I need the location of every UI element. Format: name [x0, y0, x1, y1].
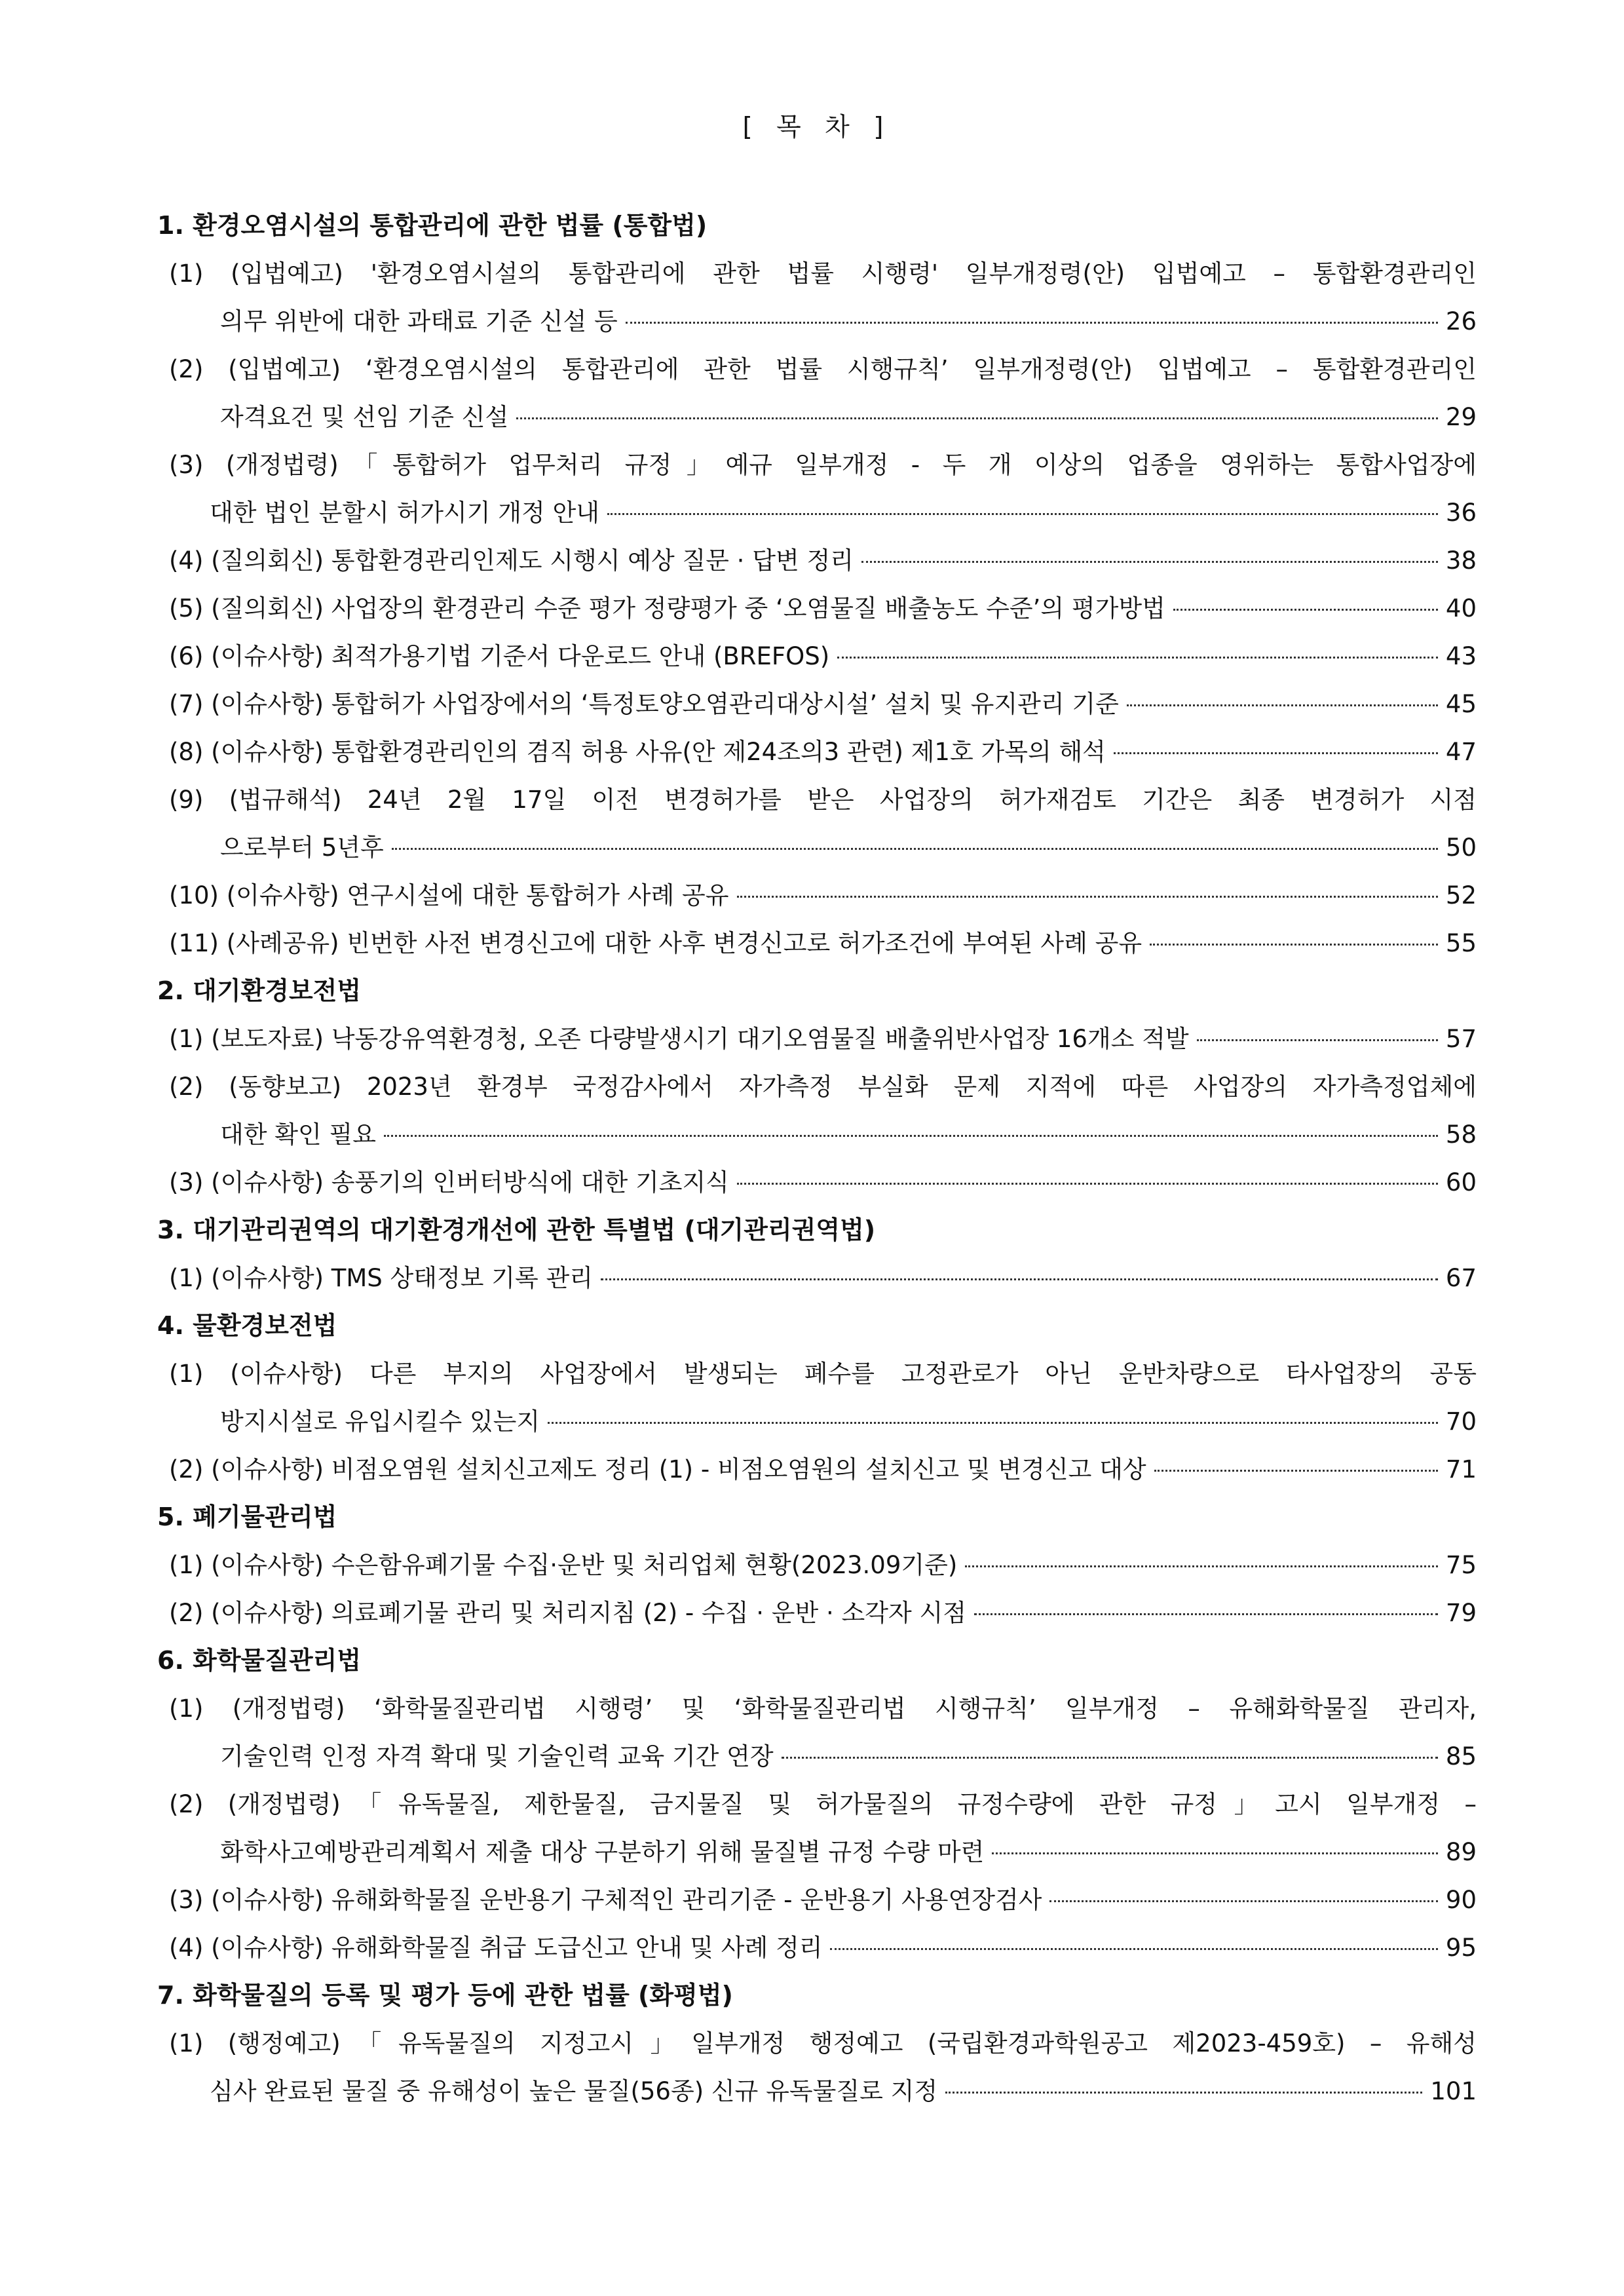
- dot-leader: [1127, 704, 1438, 706]
- dot-leader: [392, 848, 1438, 850]
- section-title: 4. 물환경보전법: [157, 1311, 337, 1340]
- dot-leader: [548, 1422, 1438, 1424]
- toc-entry-text: (8) (이슈사항) 통합환경관리인의 겸직 허용 사유(안 제24조의3 관련) 제1호 가목의 해석: [169, 738, 1106, 766]
- dot-leader: [1197, 1039, 1438, 1041]
- page-number: 47: [1445, 738, 1477, 766]
- toc-entry-text-first-line: (1) (입법예고) '환경오염시설의 통합관리에 관한 법률 시행령' 일부개정령(안) 입법예고 – 통합환경관리인: [169, 259, 1477, 288]
- toc-entry[interactable]: [157, 250, 1477, 345]
- toc-entry[interactable]: [157, 871, 1477, 919]
- toc-entry[interactable]: [157, 537, 1477, 584]
- toc-entry-text: (11) (사례공유) 빈번한 사전 변경신고에 대한 사후 변경신고로 허가조건에 부여된 사례 공유: [169, 929, 1142, 957]
- dot-leader: [945, 2092, 1422, 2094]
- dot-leader: [965, 1565, 1438, 1567]
- toc-entry[interactable]: [157, 1924, 1477, 1972]
- dot-leader: [601, 1278, 1438, 1280]
- toc-entry-text-first-line: (1) (행정예고)「유독물질의 지정고시」일부개정 행정예고 (국립환경과학원공고 제2023-459호) – 유해성: [169, 2029, 1477, 2057]
- dot-leader: [737, 1183, 1438, 1185]
- page-number: 60: [1445, 1168, 1477, 1196]
- toc-entry[interactable]: [157, 1685, 1477, 1780]
- toc-entry-text: 대한 확인 필요: [220, 1120, 376, 1149]
- dot-leader: [607, 513, 1438, 515]
- toc-entry-text-first-line: (9) (법규해석) 24년 2월 17일 이전 변경허가를 받은 사업장의 허가재검토 기간은 최종 변경허가 시점: [169, 786, 1477, 814]
- page-number: 58: [1445, 1120, 1477, 1149]
- toc-entry[interactable]: [157, 1445, 1477, 1493]
- toc-entry[interactable]: [157, 680, 1477, 728]
- dot-leader: [1114, 752, 1438, 754]
- toc-entry-text: (3) (이슈사항) 송풍기의 인버터방식에 대한 기초지식: [169, 1168, 729, 1196]
- toc-entry-text-first-line: (1) (개정법령) ‘화학물질관리법 시행령’ 및 ‘화학물질관리법 시행규칙’ 일부개정 – 유해화학물질 관리자,: [169, 1694, 1477, 1723]
- page-number: 79: [1445, 1599, 1477, 1627]
- page-number: 95: [1445, 1934, 1477, 1962]
- toc-entry[interactable]: [157, 1876, 1477, 1924]
- toc-entry-text-first-line: (3) (개정법령)「통합허가 업무처리 규정」예규 일부개정 - 두 개 이상의 업종을 영위하는 통합사업장에: [169, 451, 1477, 479]
- toc-entry[interactable]: [157, 441, 1477, 537]
- toc-entry[interactable]: [157, 1158, 1477, 1206]
- toc-entry-text: (2) (이슈사항) 비점오염원 설치신고제도 정리 (1) - 비점오염원의 설치신고 및 변경신고 대상: [169, 1455, 1146, 1483]
- toc-entry-text: 방지시설로 유입시킬수 있는지: [220, 1407, 540, 1436]
- toc-entry-text: (6) (이슈사항) 최적가용기법 기준서 다운로드 안내 (BREFOS): [169, 642, 830, 670]
- page-number: 38: [1445, 546, 1477, 575]
- toc-entry-text: 대한 법인 분할시 허가시기 개정 안내: [210, 499, 599, 527]
- toc-entry[interactable]: [157, 919, 1477, 967]
- toc-entry-text: (10) (이슈사항) 연구시설에 대한 통합허가 사례 공유: [169, 881, 729, 909]
- dot-leader: [1150, 944, 1438, 946]
- page-number: 50: [1445, 833, 1477, 862]
- dot-leader: [782, 1757, 1438, 1759]
- page-number: 55: [1445, 929, 1477, 957]
- toc-entry[interactable]: [157, 1589, 1477, 1637]
- toc-entry[interactable]: [157, 776, 1477, 871]
- section-title: 6. 화학물질관리법: [157, 1646, 362, 1675]
- page-number: 40: [1445, 594, 1477, 622]
- section-title: 5. 폐기물관리법: [157, 1502, 337, 1531]
- page-number: 57: [1445, 1025, 1477, 1053]
- section-title: 7. 화학물질의 등록 및 평가 등에 관한 법률 (화평법): [157, 1981, 733, 2010]
- dot-leader: [1049, 1900, 1437, 1902]
- toc-entry[interactable]: [157, 1015, 1477, 1063]
- page-number: 67: [1445, 1264, 1477, 1292]
- toc-entry[interactable]: [157, 728, 1477, 776]
- page-number: 43: [1445, 642, 1477, 670]
- toc-entry-text: (4) (질의회신) 통합환경관리인제도 시행시 예상 질문 · 답변 정리: [169, 546, 854, 575]
- page-number: 90: [1445, 1886, 1477, 1914]
- toc-entry[interactable]: [157, 632, 1477, 680]
- dot-leader: [737, 896, 1438, 898]
- toc-entry-text: (1) (이슈사항) 수은함유폐기물 수집·운반 및 처리업체 현황(2023.09기준): [169, 1551, 958, 1579]
- toc-entry-text: (1) (보도자료) 낙동강유역환경청, 오존 다량발생시기 대기오염물질 배출위반사업장 16개소 적발: [169, 1025, 1189, 1053]
- dot-leader: [1173, 609, 1438, 611]
- dot-leader: [830, 1948, 1437, 1950]
- toc-entry-text-first-line: (2) (동향보고) 2023년 환경부 국정감사에서 자가측정 부실화 문제 지적에 따른 사업장의 자가측정업체에: [169, 1073, 1477, 1101]
- toc-entry-text: (4) (이슈사항) 유해화학물질 취급 도급신고 안내 및 사례 정리: [169, 1934, 823, 1962]
- toc-entry-text: 으로부터 5년후: [220, 833, 384, 862]
- toc-entry-text: 기술인력 인정 자격 확대 및 기술인력 교육 기간 연장: [220, 1742, 774, 1770]
- page-number: 45: [1445, 690, 1477, 718]
- page-number: 70: [1445, 1407, 1477, 1436]
- page-number: 52: [1445, 881, 1477, 909]
- page-number: 71: [1445, 1455, 1477, 1483]
- toc-entry[interactable]: [157, 584, 1477, 632]
- toc-entry-text: 자격요건 및 선임 기준 신설: [220, 403, 509, 431]
- toc-entry-text: (2) (이슈사항) 의료폐기물 관리 및 처리지침 (2) - 수집 · 운반 · 소각자 시점: [169, 1599, 967, 1627]
- page-number: 26: [1445, 307, 1477, 335]
- toc-entry[interactable]: [157, 2019, 1477, 2115]
- page-number: 36: [1445, 499, 1477, 527]
- toc-entry-text-first-line: (1) (이슈사항) 다른 부지의 사업장에서 발생되는 폐수를 고정관로가 아닌 운반차량으로 타사업장의 공동: [169, 1360, 1477, 1388]
- toc-entry[interactable]: [157, 1254, 1477, 1302]
- toc-entry-text: 심사 완료된 물질 중 유해성이 높은 물질(56종) 신규 유독물질로 지정: [210, 2077, 938, 2105]
- dot-leader: [626, 322, 1438, 324]
- toc-entry-text: (7) (이슈사항) 통합허가 사업장에서의 ‘특정토양오염관리대상시설’ 설치 및 유지관리 기준: [169, 690, 1119, 718]
- toc-entry[interactable]: [157, 1350, 1477, 1445]
- page-number: 101: [1430, 2077, 1477, 2105]
- section-title: 2. 대기환경보전법: [157, 976, 362, 1005]
- dot-leader: [1154, 1470, 1438, 1472]
- toc-entry-text-first-line: (2) (개정법령)「유독물질, 제한물질, 금지물질 및 허가물질의 규정수량에 관한 규정」고시 일부개정 –: [169, 1790, 1477, 1818]
- toc-entry[interactable]: [157, 345, 1477, 441]
- dot-leader: [992, 1852, 1438, 1854]
- toc-entry-text: (1) (이슈사항) TMS 상태정보 기록 관리: [169, 1264, 594, 1292]
- toc-entry-text: (5) (질의회신) 사업장의 환경관리 수준 평가 정량평가 중 ‘오염물질 배출농도 수준’의 평가방법: [169, 594, 1165, 622]
- dot-leader: [974, 1613, 1438, 1615]
- table-of-contents: [157, 202, 1477, 2115]
- toc-entry-text: (3) (이슈사항) 유해화학물질 운반용기 구체적인 관리기준 - 운반용기 사용연장검사: [169, 1886, 1042, 1914]
- page-number: 89: [1445, 1838, 1477, 1866]
- toc-entry-text: 의무 위반에 대한 과태료 기준 신설 등: [220, 307, 618, 335]
- page-number: 29: [1445, 403, 1477, 431]
- toc-entry-text-first-line: (2) (입법예고) ‘환경오염시설의 통합관리에 관한 법률 시행규칙’ 일부개정령(안) 입법예고 – 통합환경관리인: [169, 355, 1477, 383]
- page-number: 75: [1445, 1551, 1477, 1579]
- toc-entry[interactable]: [157, 1780, 1477, 1876]
- page-number: 85: [1445, 1742, 1477, 1770]
- toc-heading: [ 목 차 ]: [742, 113, 892, 142]
- toc-entry-text: 화학사고예방관리계획서 제출 대상 구분하기 위해 물질별 규정 수량 마련: [220, 1838, 985, 1866]
- dot-leader: [516, 417, 1438, 419]
- toc-entry[interactable]: [157, 1541, 1477, 1589]
- dot-leader: [861, 561, 1438, 563]
- section-title: 3. 대기관리권역의 대기환경개선에 관한 특별법 (대기관리권역법): [157, 1215, 876, 1244]
- toc-entry[interactable]: [157, 1063, 1477, 1158]
- dot-leader: [384, 1135, 1438, 1137]
- section-title: 1. 환경오염시설의 통합관리에 관한 법률 (통합법): [157, 211, 708, 240]
- dot-leader: [837, 657, 1438, 659]
